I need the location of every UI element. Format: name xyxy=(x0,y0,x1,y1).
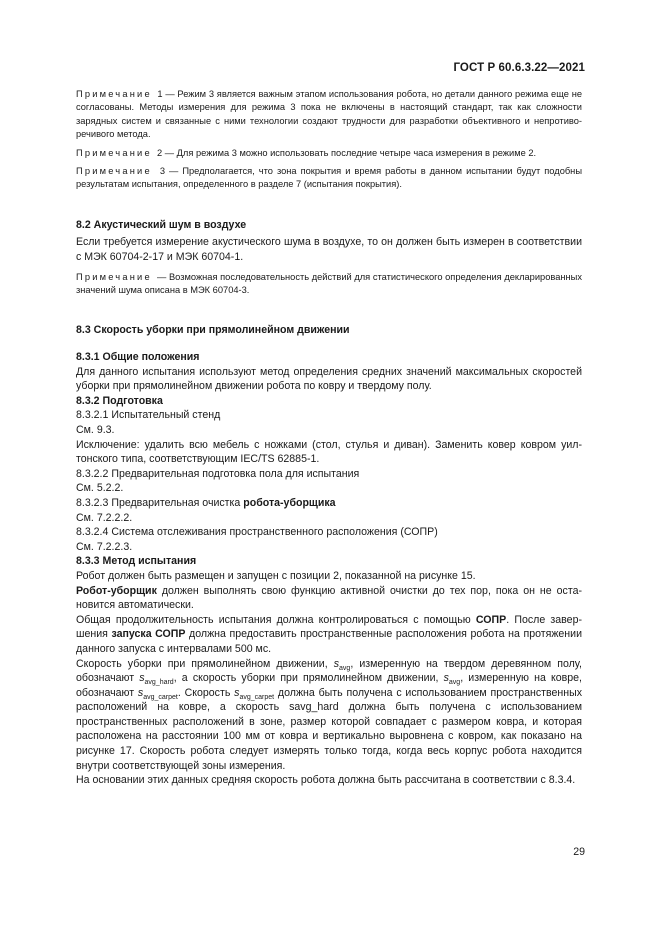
section-8-3-2-3-bold: робота-уборщика xyxy=(243,496,336,509)
p3-bold-1: СОПР xyxy=(475,613,507,626)
p4-symbol-4: s xyxy=(137,686,144,699)
section-8-3-2-heading: 8.3.2 Подготовка xyxy=(76,394,163,407)
p4-part-f: должна быть получена с использованием пространственных расположений на ковре, а скорость savg_hard должна быть получена с использованием пространственных расположений в зоне, размер которой совпадает с размером ковра, и которая расположена на расстоянии 100 мм от ковра и вертикально выровнена с ковром, как показано на рисунке 17. Скорость робота следует измерять только тогда, когда весь корпус робота находится внутри соответствующей зоны измерения. xyxy=(76,686,582,772)
note-2-label: Примечание xyxy=(76,147,152,158)
section-8-3-2-3-prefix: 8.3.2.3 Предварительная очистка xyxy=(76,496,244,509)
note-1 xyxy=(76,88,582,142)
p4-part-c: , а скорость уборки при прямолинейном движении, xyxy=(173,672,444,685)
p3-part-d: должна предоставить пространственные расположения робота на протяжении данного запуска с интервалами 500 мс. xyxy=(76,628,582,655)
section-8-3-2-2: 8.3.2.2 Предварительная подготовка пола для испытания xyxy=(76,467,360,480)
section-8-3-heading: 8.3 Скорость уборки при прямолинейном движении xyxy=(76,324,350,337)
page-number: 29 xyxy=(573,846,585,858)
section-8-2-note-label: Примечание xyxy=(76,271,152,282)
note-3 xyxy=(76,165,582,192)
p4-part-b: , измеренную на твердом деревянном полу, обозначают xyxy=(76,657,582,685)
note-1-number: 1 xyxy=(157,89,163,99)
note-1-label: Примечание xyxy=(76,89,152,99)
section-8-3-2-1-ref: См. 9.3. xyxy=(76,424,115,436)
p4-sub-3: avg xyxy=(448,679,461,687)
section-8-3-2-1-exception: Исключение: удалить всю мебель с ножками (стол, стулья и диван). Заменить ковер ковром уилтонского типа, соответствующим IEC/TS 62885-1. xyxy=(76,438,582,466)
section-8-3-3-p4 xyxy=(76,657,582,774)
p4-part-a: Скорость уборки при прямолинейном движении, xyxy=(76,657,334,670)
section-8-3-3-p2 xyxy=(76,584,582,613)
section-8-3-2-2-ref: См. 5.2.2. xyxy=(76,482,124,495)
p4-symbol-5: s xyxy=(234,686,240,699)
section-8-3-2-3-ref: См. 7.2.2.2. xyxy=(76,511,133,524)
document-code: ГОСТ Р 60.6.3.22—2021 xyxy=(453,62,585,74)
section-8-3-3-p2-rest: должен выполнять свою функцию активной очистки до тех пор, пока он не остановится автоматически. xyxy=(76,584,582,612)
p4-sub-2: avg_hard xyxy=(144,679,174,687)
section-8-3-2-4: 8.3.2.4 Система отслеживания пространственного расположения (СОПР) xyxy=(76,526,438,539)
section-8-3-3-p1: Робот должен быть размещен и запущен с позиции 2, показанной на рисунке 15. xyxy=(76,569,476,582)
section-8-3-2-1: 8.3.2.1 Испытательный стенд xyxy=(76,409,221,422)
note-3-text: — Предполагается, что зона покрытия и время работы в данном испытании будут подобны результатам испытания, определенного в разделе 7 (испытания покрытия). xyxy=(76,166,583,190)
section-8-3-1-text: Для данного испытания используют метод определения средних значений максимальных скоростей уборки при прямолинейном движении робота по ковру и твердому полу. xyxy=(76,365,582,393)
p3-part-c: . После завершения xyxy=(76,613,583,641)
p3-bold-2: запуска СОПР xyxy=(111,628,186,641)
section-8-2-heading: 8.2 Акустический шум в воздухе xyxy=(76,218,247,231)
section-8-3-3-p2-bold: Робот-уборщик xyxy=(76,584,157,597)
note-1-text: — Режим 3 является важным этапом использования робота, но детали данного режима еще не согласованы. Методы измерения для режима 3 пока не включены в настоящий стандарт, так как сложности зарядных систем и связанные с ними технологии создают трудности для разработки объективного и непротиворечивого метода. xyxy=(76,89,583,140)
section-8-2-note-text: — Возможная последовательность действий для статистического определения декларированных значений шума описана в МЭК 60704-3. xyxy=(76,271,582,296)
note-2-number: 2 xyxy=(156,147,163,158)
note-2-text: — Для режима 3 можно использовать последние четыре часа измерения в режиме 2. xyxy=(164,147,537,158)
p4-part-d: , измеренную на ковре, обозначают xyxy=(76,672,582,699)
note-3-number: 3 xyxy=(159,166,165,177)
section-8-2-note xyxy=(76,271,582,298)
note-2 xyxy=(76,147,582,160)
p4-symbol-2: s xyxy=(139,672,145,685)
section-8-3-2-3 xyxy=(76,496,582,511)
section-8-3-2-4-ref: См. 7.2.2.3. xyxy=(76,540,133,553)
p4-sub-4: avg_carpet xyxy=(143,693,178,701)
p4-sub-5: avg_carpet xyxy=(239,693,275,701)
p4-symbol-1: s xyxy=(333,657,340,670)
page-content xyxy=(76,88,582,788)
section-8-3-3-p5: На основании этих данных средняя скорость робота должна быть рассчитана в соответствии с 8.3.4. xyxy=(76,774,576,787)
section-8-3-3-p3 xyxy=(76,613,582,657)
p4-symbol-3: s xyxy=(443,672,449,685)
p3-part-a: Общая продолжительность испытания должна контролироваться с помощью xyxy=(76,613,476,626)
note-3-label: Примечание xyxy=(76,166,152,177)
p4-part-e: . Скорость xyxy=(177,686,235,699)
section-8-3-1-heading: 8.3.1 Общие положения xyxy=(76,351,200,364)
p4-sub-1: avg xyxy=(339,664,351,672)
section-8-2-text: Если требуется измерение акустического шума в воздухе, то он должен быть измерен в соответствии с МЭК 60704-2-17 и МЭК 60704-1. xyxy=(76,236,582,264)
section-8-3-3-heading: 8.3.3 Метод испытания xyxy=(76,555,197,568)
